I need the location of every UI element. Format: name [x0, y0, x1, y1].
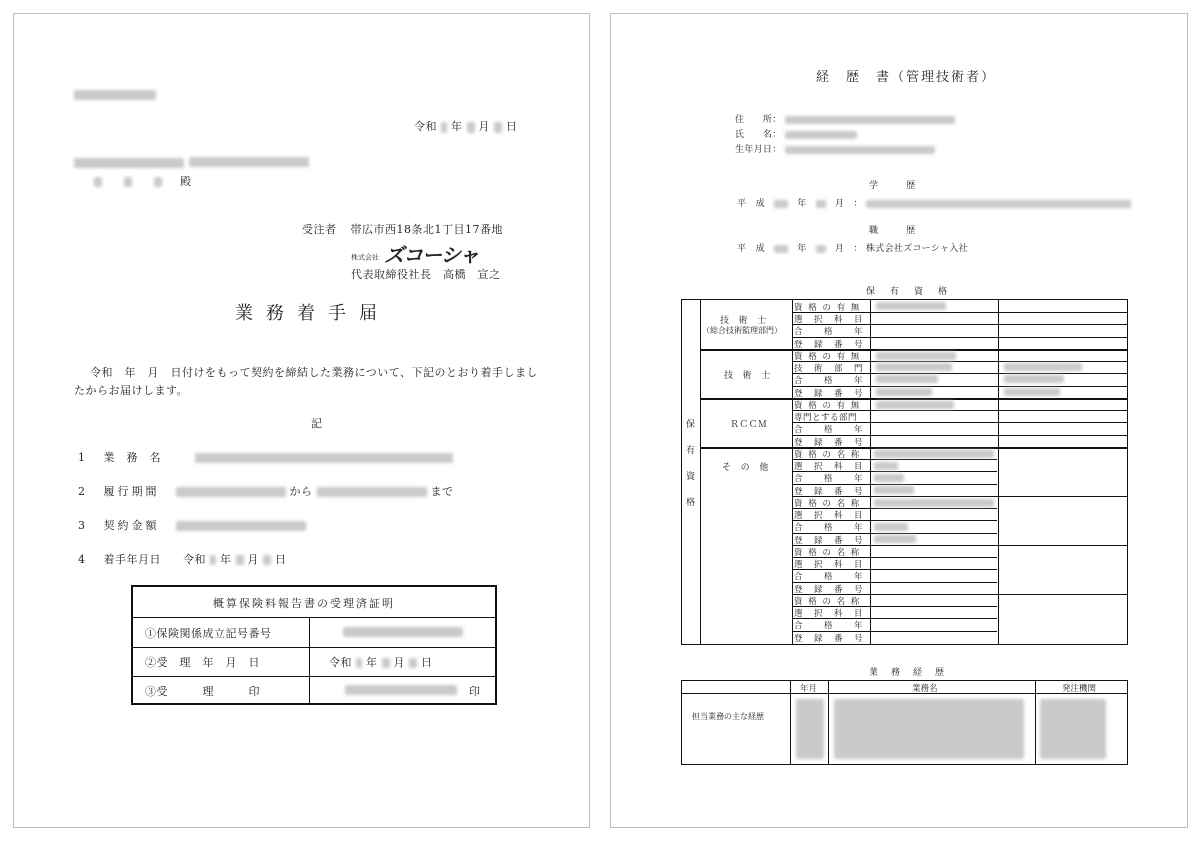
column-header: 業務名	[912, 684, 938, 694]
form-number-redacted	[74, 90, 156, 100]
address-row: 住 所：	[735, 112, 955, 125]
certificate-value-redacted	[343, 627, 463, 637]
form-number	[74, 84, 156, 103]
date-month-label: 月	[478, 120, 490, 133]
company-logo	[351, 239, 478, 268]
company-logo-text: ズコーシャ	[384, 243, 479, 267]
qual-side-label: 保 有 資 格	[686, 420, 696, 508]
group-name: そ の 他	[722, 463, 769, 473]
item-4: 4 着手年月日 令和 年 月 日	[78, 553, 287, 566]
recipient-title: 殿	[180, 175, 192, 188]
item-3: 3 契約金額	[78, 517, 306, 533]
insurance-certificate-box	[131, 585, 497, 705]
qualifications-table: 保 有 資 格 技 術 士 （総合技術監理部門） 資 格 の 有 無 選 択 科 目 合 格 年 登 録 番 号 技 術 士 資 格 の 有 無 技 術 部 門 合 格 年 登 録 番 号 ＲＣＣＭ 資 格 の 有 無 専門とする部門 合 格 年 登 録 番 号 そ の 他 資 格 の 名 称 選 択 科 目 合 格 年 登 録 番 号 資 格 の 名 称 選 択 科 目 合 格 年 登 録 番 号 資 格 の 名 称 選 択 科 目 合 格 年 登 録 番 号 資 格 の 名 称 選 択 科 目 合 格 年 登 録 番 号	[681, 299, 1128, 645]
ki-heading: 記	[311, 417, 323, 430]
work-row-label: 担当業務の主な経歴	[692, 712, 764, 721]
date-year-label: 年	[451, 120, 463, 133]
group-sub: （総合技術監理部門）	[702, 326, 782, 335]
item-label: 契約金額	[103, 519, 160, 532]
column-header: 年月	[800, 684, 818, 694]
certificate-title: 概算保険料報告書の受理済証明	[213, 597, 395, 610]
item-label: 着手年月日	[103, 553, 161, 566]
resume-title: 経 歴 書（管理技術者）	[816, 70, 997, 85]
career-value: 株式会社ズコーシャ入社	[865, 244, 968, 254]
group-name: ＲＣＣＭ	[730, 420, 768, 430]
certificate-row-label: ②受 理 年 月 日	[145, 656, 260, 669]
document-title: 業務着手届	[235, 303, 390, 324]
document-page-right	[610, 13, 1188, 828]
birthdate-row: 生年月日：	[735, 142, 935, 155]
column-header: 発注機関	[1062, 684, 1097, 694]
item-label: 履行期間	[103, 485, 160, 498]
item-value-redacted	[195, 453, 453, 463]
body-text-line2: たからお届けします。	[74, 384, 189, 397]
certificate-row-label: ①保険関係成立記号番号	[145, 627, 272, 640]
education-heading: 学 歴	[869, 181, 916, 191]
date-line	[414, 118, 518, 134]
work-history-heading: 業 務 経 歴	[869, 668, 947, 678]
contractor-block	[302, 221, 503, 237]
company-prefix: 株式会社	[351, 253, 379, 262]
item-label: 業務名	[103, 451, 173, 464]
name-row: 氏 名：	[735, 127, 857, 140]
certificate-date: 令和 年 月 日	[329, 656, 433, 669]
qualifications-heading: 保 有 資 格	[866, 287, 951, 297]
item-2: 2 履行期間 から まで	[78, 485, 454, 498]
item-1: 1 業務名	[78, 449, 453, 465]
date-day-label: 日	[506, 120, 518, 133]
seal-mark: 印	[469, 685, 481, 698]
group-name: 技 術 士	[724, 371, 771, 381]
contractor-label: 受注者	[302, 223, 337, 236]
education-row: 平 成 年 月 ：	[737, 196, 1131, 209]
representative: 代表取締役社長 高橋 宣之	[351, 268, 501, 281]
date-era: 令和	[414, 120, 437, 133]
career-row: 平 成 年 月 ： 株式会社ズコーシャ入社	[737, 244, 968, 254]
document-page-left	[13, 13, 590, 828]
career-heading: 職 歴	[869, 226, 916, 236]
group-name: 技 術 士	[720, 316, 767, 326]
work-history-table	[681, 680, 1128, 765]
body-text-line1: 令和 年 月 日付けをもって契約を締結した業務について、下記のとおり着手しまし	[90, 366, 539, 379]
recipient-block	[74, 154, 309, 189]
contractor-address: 帯広市西18条北1丁目17番地	[350, 223, 503, 236]
certificate-row-label: ③受 理 印	[145, 685, 260, 698]
